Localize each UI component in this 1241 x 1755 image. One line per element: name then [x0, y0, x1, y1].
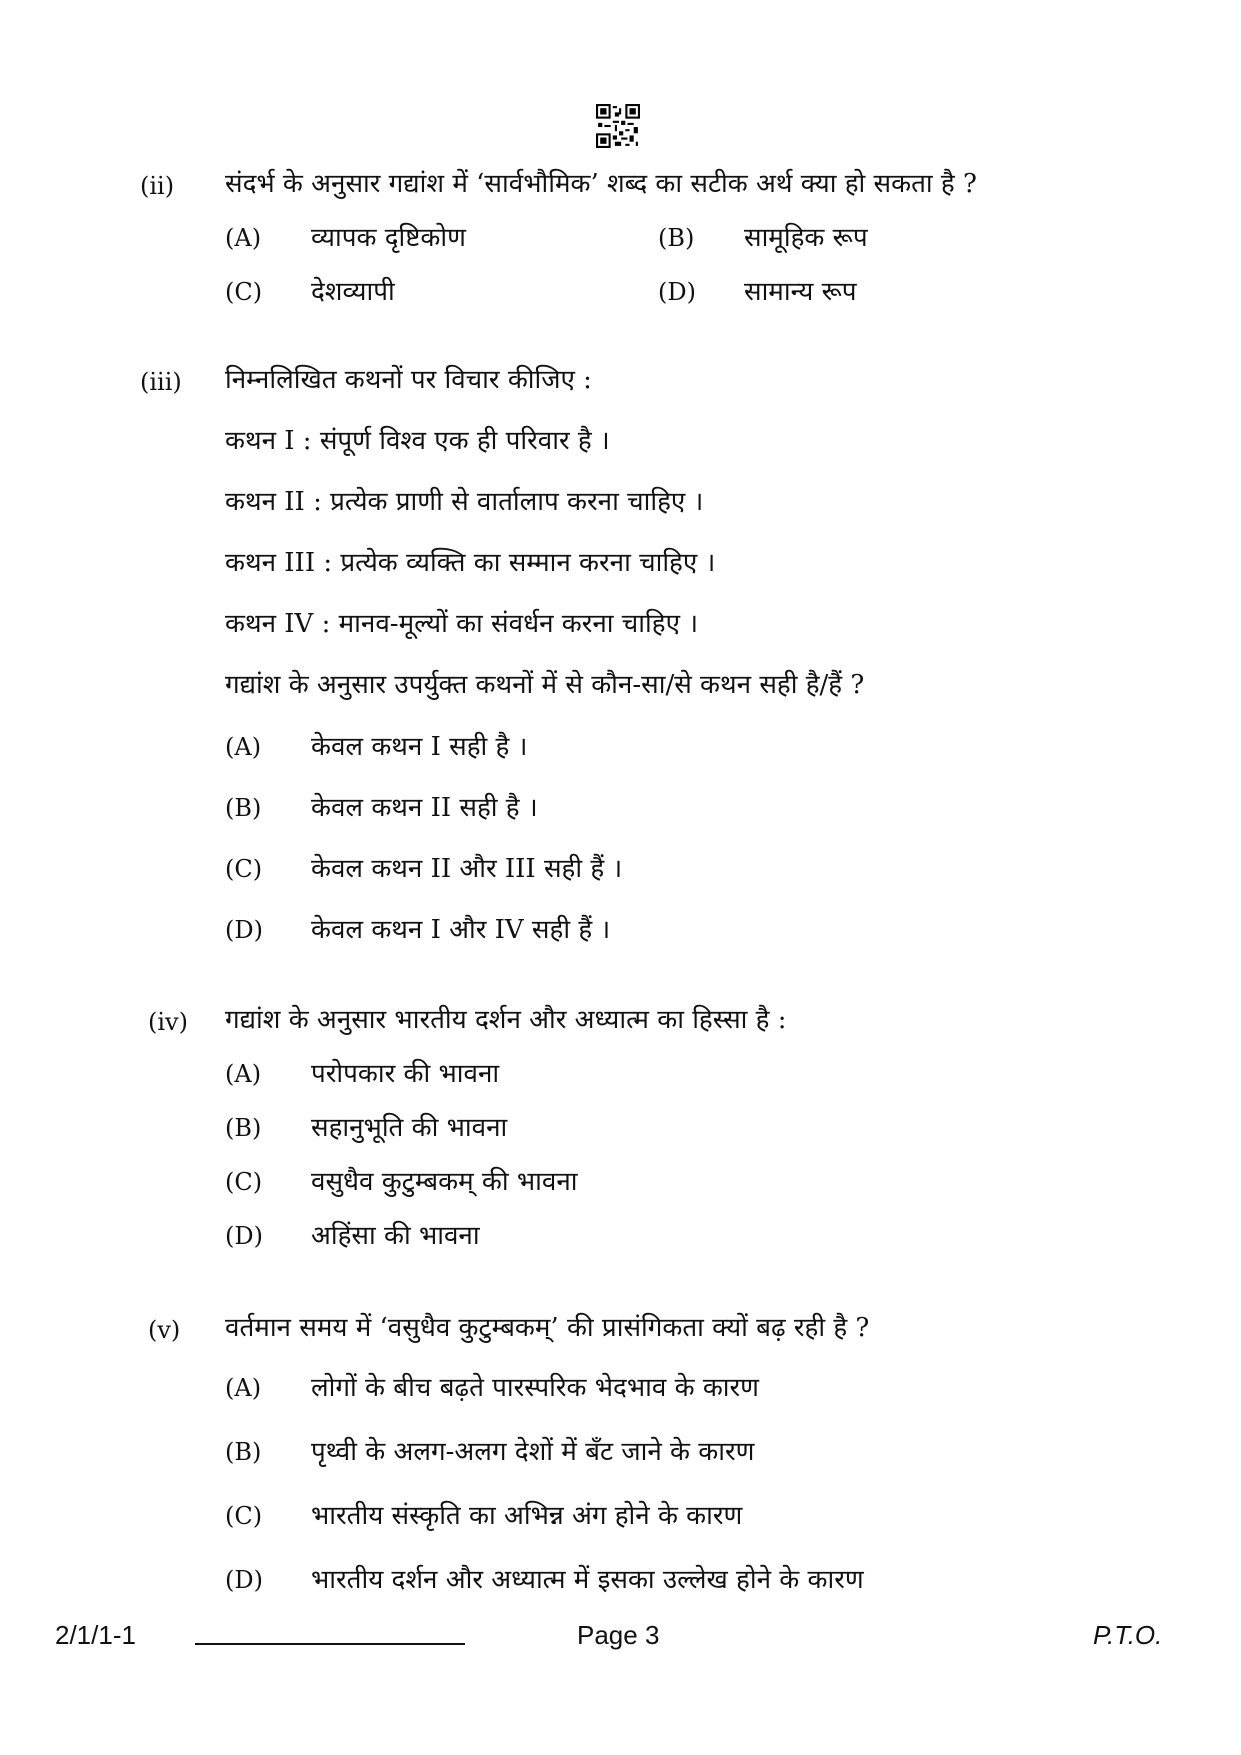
option-text: पृथ्वी के अलग-अलग देशों में बँट जाने के कारण: [311, 1437, 755, 1467]
question-number: (iv): [148, 1008, 188, 1036]
option-label: (D): [225, 1566, 263, 1594]
option-label: (B): [225, 794, 262, 822]
option-label: (B): [225, 1114, 262, 1142]
option-text: परोपकार की भावना: [311, 1059, 500, 1089]
option-label: (C): [225, 278, 263, 306]
question-text: संदर्भ के अनुसार गद्यांश में ‘सार्वभौमिक’ शब्द का सटीक अर्थ क्या हो सकता है ?: [225, 169, 977, 199]
option-label: (A): [225, 1374, 262, 1402]
option-a: [225, 1058, 499, 1090]
option-label: (D): [225, 1222, 263, 1250]
statement-3: कथन III : प्रत्येक व्यक्ति का सम्मान करना चाहिए ।: [225, 548, 716, 578]
option-b: [225, 792, 538, 824]
option-label: (B): [658, 224, 695, 252]
option-text: लोगों के बीच बढ़ते पारस्परिक भेदभाव के कारण: [311, 1373, 759, 1403]
option-text: भारतीय संस्कृति का अभिन्न अंग होने के कारण: [311, 1501, 743, 1531]
option-text: सहानुभूति की भावना: [311, 1113, 508, 1143]
option-text: केवल कथन II सही है ।: [311, 793, 538, 823]
option-c: [225, 1500, 742, 1532]
option-b: [225, 1112, 507, 1144]
statement-1: कथन I : संपूर्ण विश्व एक ही परिवार है ।: [225, 426, 610, 456]
paper-code: 2/1/1-1: [55, 1620, 136, 1650]
option-text: देशव्यापी: [311, 277, 395, 307]
option-text: सामूहिक रूप: [744, 223, 868, 253]
option-label: (C): [225, 1502, 263, 1530]
page-footer: [0, 1620, 1241, 1660]
option-a: [225, 731, 527, 763]
question-number: (ii): [140, 172, 175, 200]
option-label: (C): [225, 855, 263, 883]
option-d: [225, 1220, 480, 1252]
option-c: [225, 1166, 578, 1198]
statement-4: कथन IV : मानव-मूल्यों का संवर्धन करना चाहिए ।: [225, 609, 699, 639]
question-text: वर्तमान समय में ‘वसुधैव कुटुम्बकम्’ की प्रासंगिकता क्यों बढ़ रही है ?: [225, 1313, 870, 1343]
question-number: (v): [148, 1316, 181, 1344]
option-d: [658, 276, 857, 308]
option-text: केवल कथन II और III सही हैं ।: [311, 854, 623, 884]
pto-label: P.T.O.: [1093, 1620, 1163, 1650]
question-number: (iii): [140, 368, 182, 396]
question-text: निम्नलिखित कथनों पर विचार कीजिए :: [225, 365, 592, 395]
question-text: गद्यांश के अनुसार भारतीय दर्शन और अध्यात्म का हिस्सा है :: [225, 1005, 787, 1035]
statement-2: कथन II : प्रत्येक प्राणी से वार्तालाप करना चाहिए ।: [225, 487, 704, 517]
option-text: अहिंसा की भावना: [311, 1221, 480, 1251]
question-prompt: गद्यांश के अनुसार उपर्युक्त कथनों में से कौन-सा/से कथन सही है/हैं ?: [225, 670, 865, 700]
option-text: वसुधैव कुटुम्बकम् की भावना: [311, 1167, 578, 1197]
option-text: भारतीय दर्शन और अध्यात्म में इसका उल्लेख होने के कारण: [311, 1565, 864, 1595]
option-text: व्यापक दृष्टिकोण: [311, 223, 466, 253]
option-label: (A): [225, 733, 262, 761]
qr-code-icon: [596, 104, 640, 148]
footer-rule: [195, 1643, 465, 1645]
option-label: (D): [225, 916, 263, 944]
option-d: [225, 1564, 864, 1596]
option-label: (A): [225, 224, 262, 252]
option-text: सामान्य रूप: [744, 277, 857, 307]
option-b: [225, 1436, 754, 1468]
option-label: (A): [225, 1060, 262, 1088]
option-b: [658, 222, 868, 254]
option-label: (D): [658, 278, 696, 306]
option-label: (C): [225, 1168, 263, 1196]
option-c: [225, 276, 395, 308]
option-d: [225, 914, 610, 946]
option-label: (B): [225, 1438, 262, 1466]
option-text: केवल कथन I सही है ।: [311, 732, 528, 762]
page-number: Page 3: [577, 1620, 660, 1650]
option-text: केवल कथन I और IV सही हैं ।: [311, 915, 611, 945]
option-a: [225, 222, 466, 254]
option-c: [225, 853, 622, 885]
option-a: [225, 1372, 759, 1404]
